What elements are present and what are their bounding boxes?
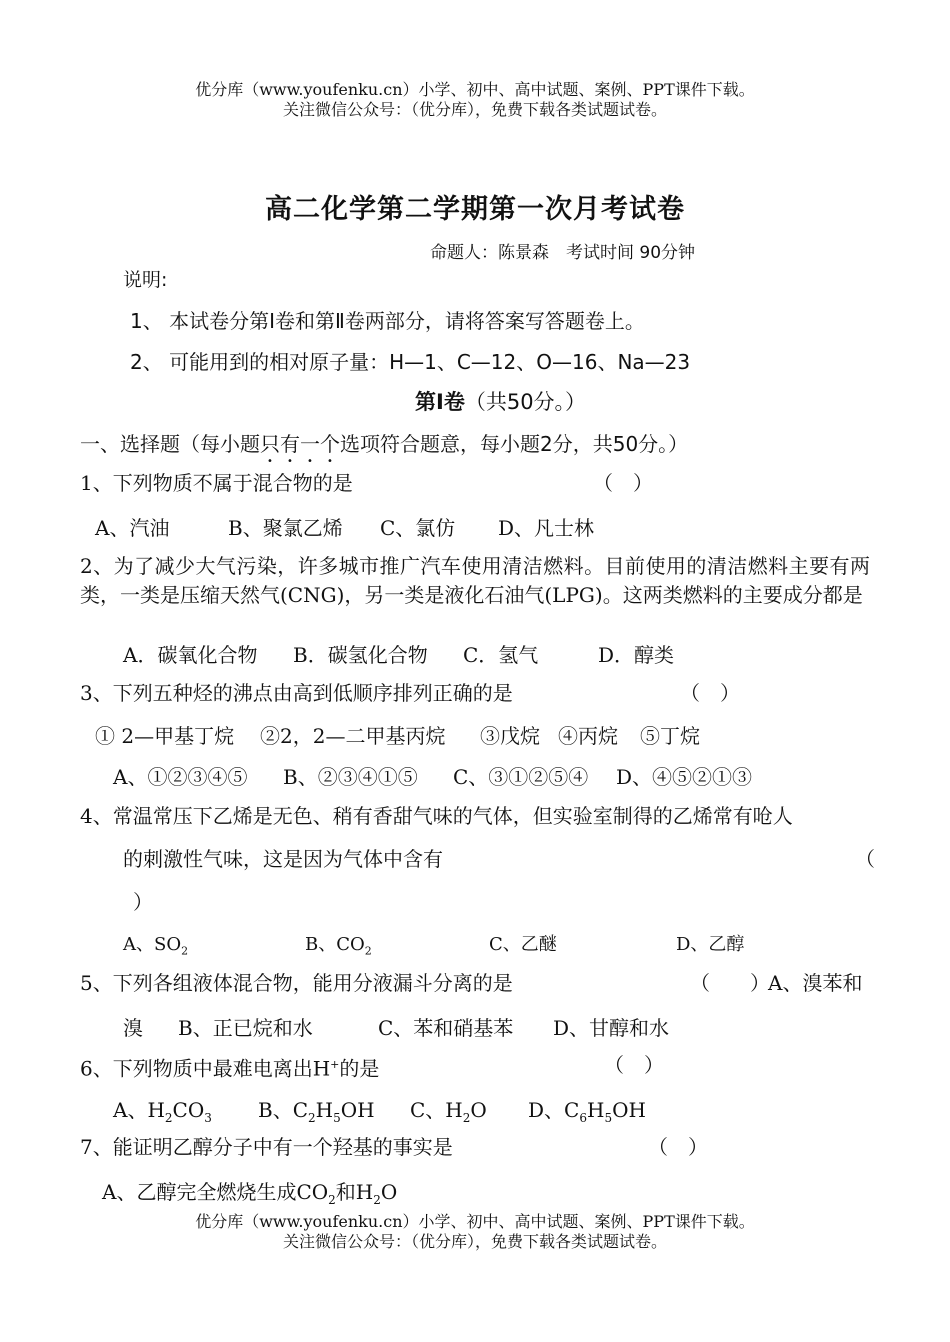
footer-line-2: 关注微信公众号：（优分库），免费下载各类试题试卷。 [282,1232,667,1251]
q6-a-1: A、H [113,1098,165,1122]
q4-option-d: D、乙醇 [676,934,745,955]
q1-option-d: D、凡士林 [498,516,595,540]
q4-option-c: C、乙醚 [489,934,557,955]
q6-b-sub1: 2 [308,1111,316,1125]
q6-c-1: C、H [410,1098,463,1122]
q6-a-2: CO [172,1098,205,1122]
q6-d-1: D、C [528,1098,580,1122]
q6-b-3: OH [340,1098,375,1122]
q5-option-c: C、苯和硝基苯 [378,1016,514,1040]
q1-option-c: C、氯仿 [380,516,456,540]
q6-c-2: O [470,1098,487,1122]
q3-stem: 3、下列五种烃的沸点由高到低顺序排列正确的是 [80,681,513,705]
q3-option-d: D、④⑤②①③ [616,765,753,789]
q3-sub-4: ④丙烷 [558,724,618,748]
q3-sub-3: ③戊烷 [480,724,540,748]
q4-paren-close: ） [133,890,153,914]
q7-a-sub1: 2 [328,1193,336,1207]
q4-option-b [305,930,372,958]
section-heading-part2: 选项符合题意，每小题2分，共50分。） [340,432,689,456]
note-item-2: 2、 可能用到的相对原子量：H—1、C—12、O—16、Na—23 [130,350,691,374]
q3-sub-5: ⑤丁烷 [640,724,700,748]
section-title-rest: （共50分。） [464,390,587,414]
q2-option-a: A．碳氧化合物 [123,643,258,667]
q7-a-2: 和H [335,1180,374,1204]
q6-stem-sup: + [330,1058,340,1071]
q6-b-2: H [315,1098,334,1122]
q6-option-c [410,1094,487,1125]
q2-stem: 2、为了减少大气污染，许多城市推广汽车使用清洁燃料。目前使用的清洁燃料主要有两类，一类是压缩天然气(CNG)，另一类是液化石油气(LPG)。这两类燃料的主要成分都是 [80,554,870,607]
q6-option-a [113,1094,212,1125]
q7-option-a [102,1176,397,1207]
q4-option-a-sub: 2 [181,944,189,958]
q3-sub-1: ① 2—甲基丁烷 [95,724,235,748]
q3-paren: （ ） [680,681,740,705]
notes-label: 说明: [123,269,168,291]
header-line-1: 优分库（www.youfenku.cn）小学、初中、高中试题、案例、PPT课件下载。 [195,80,755,99]
q7-stem: 7、能证明乙醇分子中有一个羟基的事实是 [80,1135,453,1159]
q6-b-sub2: 5 [333,1111,341,1125]
q6-stem-post: 的是 [339,1056,380,1081]
q7-a-sub2: 2 [373,1193,381,1207]
q5-option-d: D、甘醇和水 [553,1016,670,1040]
q1-option-a: A、汽油 [95,516,170,540]
page-title: 高二化学第二学期第一次月考试卷 [265,194,685,225]
q6-d-sub1: 6 [579,1111,587,1125]
q4-option-b-sub: 2 [364,944,372,958]
footer-line-1: 优分库（www.youfenku.cn）小学、初中、高中试题、案例、PPT课件下载。 [195,1212,755,1231]
q6-a-sub2: 3 [204,1111,212,1125]
q6-stem [80,1051,379,1083]
q4-option-b-text: B、CO [305,934,365,955]
q7-a-1: A、乙醇完全燃烧生成CO [102,1180,329,1204]
q5-option-a-part1: A、溴苯和 [768,971,863,995]
q3-option-c: C、③①②⑤④ [453,765,589,789]
q3-sub-2: ②2，2—二甲基丙烷 [260,724,446,748]
q5-option-b: B、正已烷和水 [178,1016,313,1040]
q4-stem-line2: 的刺激性气味，这是因为气体中含有 [123,847,443,871]
q5-stem: 5、下列各组液体混合物，能用分液漏斗分离的是 [80,971,513,995]
q2-option-c: C．氢气 [463,643,539,667]
q5-paren: （ ） [690,971,770,995]
header-line-2: 关注微信公众号：（优分库），免费下载各类试题试卷。 [282,100,667,119]
q5-option-a-part2: 溴 [123,1016,143,1040]
section-title-bold: 第Ⅰ卷 [415,390,465,414]
q6-option-d [528,1094,646,1125]
section-heading [80,428,688,467]
q6-stem-pre: 6、下列物质中最难电离出H [80,1056,331,1081]
q1-stem: 1、下列物质不属于混合物的是 [80,471,353,495]
q4-paren-open: （ [855,847,875,871]
q3-option-b: B、②③④①⑤ [283,765,418,789]
q6-option-b [258,1094,375,1125]
q2-option-d: D．醇类 [598,643,675,667]
q6-c-sub1: 2 [462,1111,471,1125]
section-heading-part1: 一、选择题（每小题 [80,432,260,456]
q4-stem-line1: 4、常温常压下乙烯是无色、稍有香甜气味的气体，但实验室制得的乙烯常有呛人 [80,804,793,828]
section-heading-emph: 只有一个 [260,432,340,456]
section-title [415,386,586,416]
q6-d-3: OH [612,1098,646,1122]
q3-option-a: A、①②③④⑤ [113,765,248,789]
q7-paren: （ ） [648,1135,708,1159]
q6-d-sub2: 5 [604,1111,613,1125]
q4-option-a [123,930,188,958]
q6-b-1: B、C [258,1098,308,1122]
q1-option-b: B、聚氯乙烯 [228,516,343,540]
q6-a-sub1: 2 [164,1111,173,1125]
q7-a-3: O [380,1180,398,1204]
q6-paren: （ ） [604,1053,664,1077]
q2-option-b: B．碳氢化合物 [293,643,428,667]
note-item-1: 1、 本试卷分第Ⅰ卷和第Ⅱ卷两部分，请将答案写答题卷上。 [130,309,645,333]
author-line: 命题人：陈景森 考试时间 90分钟 [430,243,696,263]
q4-option-a-text: A、SO [123,934,182,955]
q6-d-2: H [586,1098,605,1122]
q1-paren: （ ） [593,471,653,495]
